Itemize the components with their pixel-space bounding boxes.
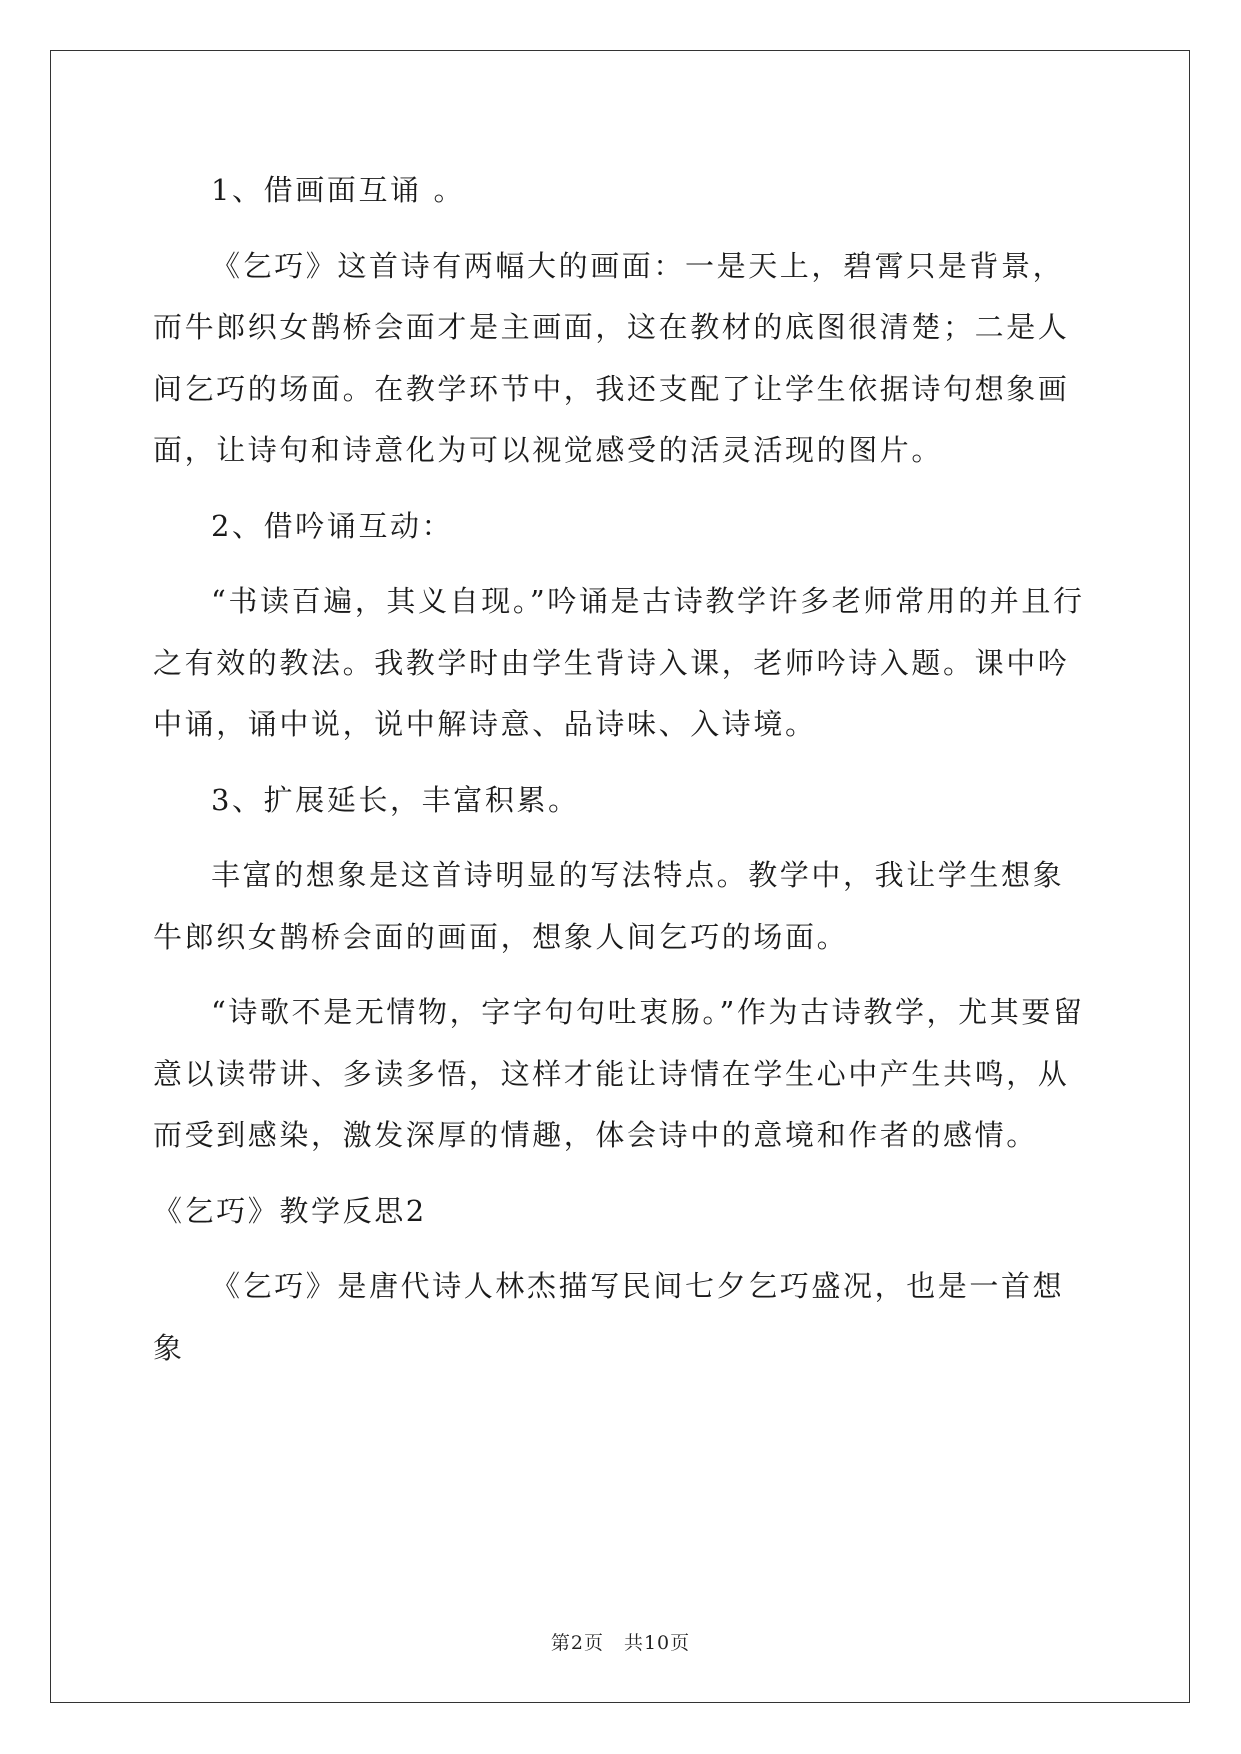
paragraph-2: 《乞巧》这首诗有两幅大的画面：一是天上，碧霄只是背景，而牛郎织女鹊桥会面才是主画面，这在教材的底图很清楚；二是人间乞巧的场面。在教学环节中，我还支配了让学生依据诗句想象画面，让诗句和诗意化为可以视觉感受的活灵活现的图片。 bbox=[153, 248, 1070, 467]
section-title: 《乞巧》教学反思2 bbox=[153, 1193, 427, 1228]
paragraph-5: 3、扩展延长，丰富积累。 bbox=[211, 782, 580, 817]
paragraph-4: “书读百遍，其义自现。”吟诵是古诗教学许多老师常用的并且行之有效的教法。我教学时由学生背诗入课，老师吟诗入题。课中吟中诵，诵中说，说中解诗意、品诗味、入诗境。 bbox=[153, 584, 1085, 741]
document-body bbox=[153, 160, 1088, 1379]
paragraph-8: 《乞巧》是唐代诗人林杰描写民间七夕乞巧盛况，也是一首想象 bbox=[153, 1269, 1065, 1365]
paragraph-7: “诗歌不是无情物，字字句句吐衷肠。”作为古诗教学，尤其要留意以读带讲、多读多悟，这样才能让诗情在学生心中产生共鸣，从而受到感染，激发深厚的情趣，体会诗中的意境和作者的感情。 bbox=[153, 995, 1085, 1152]
paragraph-6: 丰富的想象是这首诗明显的写法特点。教学中，我让学生想象牛郎织女鹊桥会面的画面，想象人间乞巧的场面。 bbox=[153, 858, 1065, 954]
paragraph-1: 1、借画面互诵 。 bbox=[211, 173, 466, 207]
page-number-footer: 第2页 共10页 bbox=[550, 1632, 691, 1654]
paragraph-3: 2、借吟诵互动： bbox=[211, 508, 454, 543]
